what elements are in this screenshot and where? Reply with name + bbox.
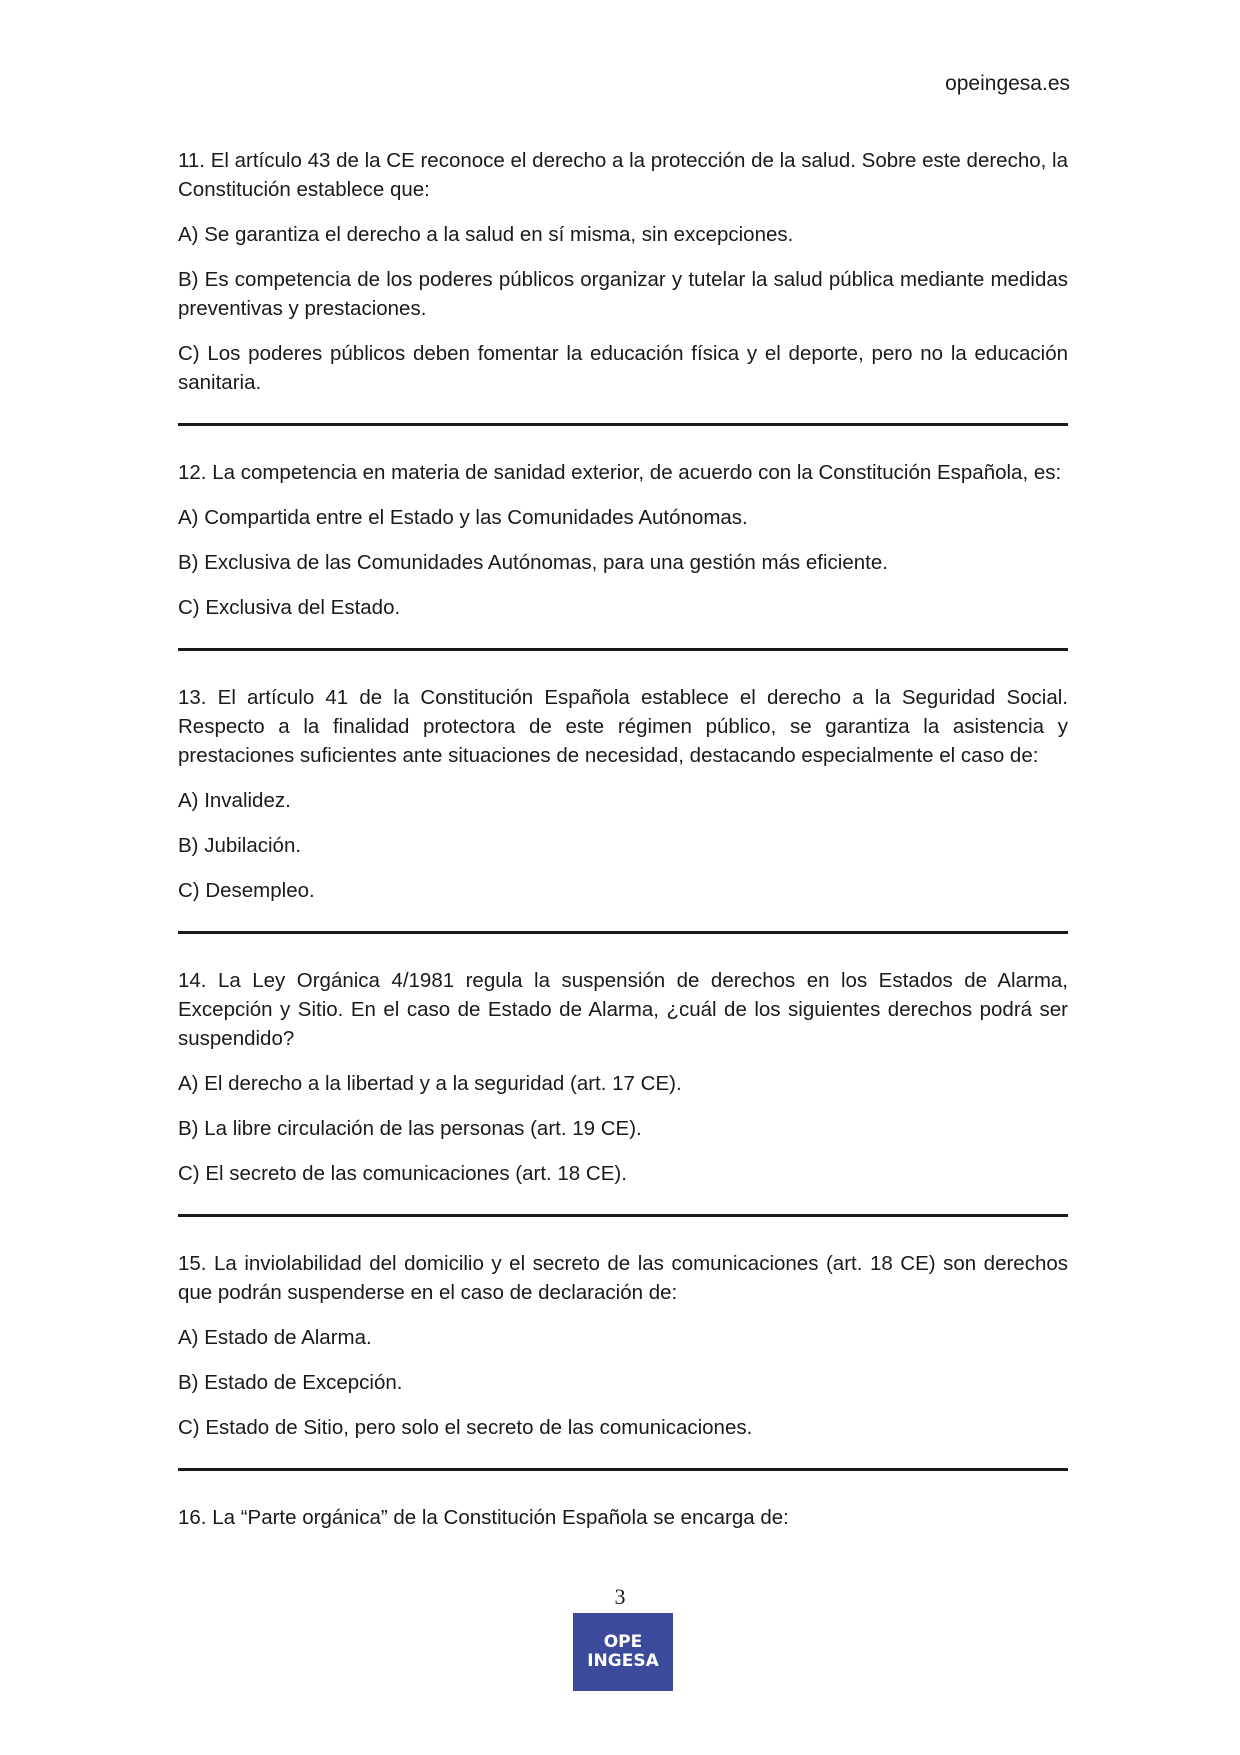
answer-option: A) Invalidez. [178, 789, 291, 812]
answer-option: C) Los poderes públicos deben fomentar la educación física y el deporte, pero no la educación sanitaria. [178, 342, 1068, 394]
question-text: 14. La Ley Orgánica 4/1981 regula la suspensión de derechos en los Estados de Alarma, Excepción y Sitio. En el caso de Estado de Alarma, ¿cuál de los siguientes derechos podrá ser suspendido? [178, 969, 1068, 1050]
page-number: 3 [614, 1584, 626, 1609]
logo-line-2: INGESA [587, 1651, 659, 1671]
answer-option: B) Estado de Excepción. [178, 1371, 403, 1394]
divider [178, 648, 1068, 651]
question-block [178, 683, 1068, 905]
site-url: opeingesa.es [945, 72, 1070, 95]
answer-option: C) El secreto de las comunicaciones (art. 18 CE). [178, 1162, 627, 1185]
answer-option: B) Es competencia de los poderes públicos organizar y tutelar la salud pública mediante medidas preventivas y prestaciones. [178, 268, 1068, 320]
divider [178, 423, 1068, 426]
question-text: 16. La “Parte orgánica” de la Constitución Española se encarga de: [178, 1506, 789, 1529]
divider [178, 1468, 1068, 1471]
question-list [178, 146, 1068, 1548]
question-text: 13. El artículo 41 de la Constitución Española establece el derecho a la Seguridad Social. Respecto a la finalidad protectora de este régimen público, se garantiza la asistencia y prestaciones suficientes ante situaciones de necesidad, destacando especialmente el caso de: [178, 686, 1068, 767]
answer-option: B) Jubilación. [178, 834, 302, 857]
answer-option: A) Compartida entre el Estado y las Comunidades Autónomas. [178, 506, 748, 529]
answer-option: B) La libre circulación de las personas (art. 19 CE). [178, 1117, 642, 1140]
answer-option: C) Desempleo. [178, 879, 315, 902]
answer-option: A) El derecho a la libertad y a la seguridad (art. 17 CE). [178, 1072, 682, 1095]
question-block [178, 1503, 1068, 1532]
question-block [178, 458, 1068, 622]
answer-option: A) Se garantiza el derecho a la salud en sí misma, sin excepciones. [178, 223, 794, 246]
answer-option: A) Estado de Alarma. [178, 1326, 372, 1349]
answer-option: B) Exclusiva de las Comunidades Autónomas, para una gestión más eficiente. [178, 551, 888, 574]
question-block [178, 1249, 1068, 1442]
question-text: 11. El artículo 43 de la CE reconoce el derecho a la protección de la salud. Sobre este derecho, la Constitución establece que: [178, 149, 1068, 201]
divider [178, 1214, 1068, 1217]
question-text: 15. La inviolabilidad del domicilio y el secreto de las comunicaciones (art. 18 CE) son derechos que podrán suspenderse en el caso de declaración de: [178, 1252, 1068, 1304]
logo-line-1: OPE [603, 1632, 643, 1652]
divider [178, 931, 1068, 934]
answer-option: C) Exclusiva del Estado. [178, 596, 401, 619]
answer-option: C) Estado de Sitio, pero solo el secreto de las comunicaciones. [178, 1416, 753, 1439]
question-block [178, 146, 1068, 397]
question-text: 12. La competencia en materia de sanidad exterior, de acuerdo con la Constitución Española, es: [178, 461, 1062, 484]
ope-ingesa-logo [573, 1613, 673, 1691]
question-block [178, 966, 1068, 1188]
